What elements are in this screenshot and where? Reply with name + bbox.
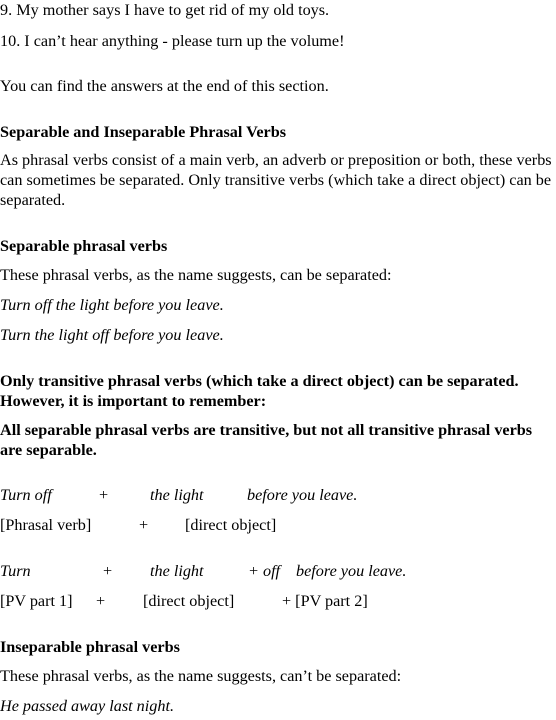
pattern-1-plus: + xyxy=(99,486,109,504)
pattern-1-label-object: [direct object] xyxy=(185,516,277,534)
pattern-2-label-object: [direct object] xyxy=(143,592,235,610)
separable-intro: These phrasal verbs, as the name suggests, can be separated: xyxy=(0,266,392,284)
pattern-1-object: the light xyxy=(150,486,204,504)
pattern-1-label-verb: [Phrasal verb] xyxy=(0,516,92,534)
pattern-1-verb: Turn off xyxy=(0,486,52,504)
pattern-2-plus: + xyxy=(103,562,113,580)
pattern-2-rest: before you leave. xyxy=(296,562,407,580)
pattern-2-particle: + off xyxy=(248,562,281,580)
pattern-2-object: the light xyxy=(150,562,204,580)
pattern-2-label-part-2: + [PV part 2] xyxy=(282,592,368,610)
pattern-1-label-plus: + xyxy=(139,516,149,534)
separable-rule-1: Only transitive phrasal verbs (which take a direct object) can be separated. However, it is important to remember: xyxy=(0,372,519,410)
pattern-1-rest: before you leave. xyxy=(247,486,358,504)
pattern-2-label-plus: + xyxy=(96,592,106,610)
separable-example-1: Turn off the light before you leave. xyxy=(0,296,224,314)
answers-note: You can find the answers at the end of this section. xyxy=(0,77,329,95)
pattern-2-label-part-1: [PV part 1] xyxy=(0,592,73,610)
inseparable-heading: Inseparable phrasal verbs xyxy=(0,638,180,656)
separable-example-2: Turn the light off before you leave. xyxy=(0,326,224,344)
inseparable-intro: These phrasal verbs, as the name suggests, can’t be separated: xyxy=(0,667,402,685)
section-heading: Separable and Inseparable Phrasal Verbs xyxy=(0,123,287,141)
exercise-item-9: 9. My mother says I have to get rid of my old toys. xyxy=(0,1,330,19)
inseparable-example-1: He passed away last night. xyxy=(0,697,175,715)
exercise-item-10: 10. I can’t hear anything - please turn up the volume! xyxy=(0,32,345,50)
separable-rule-2: All separable phrasal verbs are transitive, but not all transitive phrasal verbs are separable. xyxy=(0,421,533,459)
separable-heading: Separable phrasal verbs xyxy=(0,237,168,255)
section-intro: As phrasal verbs consist of a main verb, an adverb or preposition or both, these verbs can sometimes be separated. Only transitive verbs (which take a direct object) can be separated. xyxy=(0,151,552,209)
pattern-2-verb: Turn xyxy=(0,562,31,580)
